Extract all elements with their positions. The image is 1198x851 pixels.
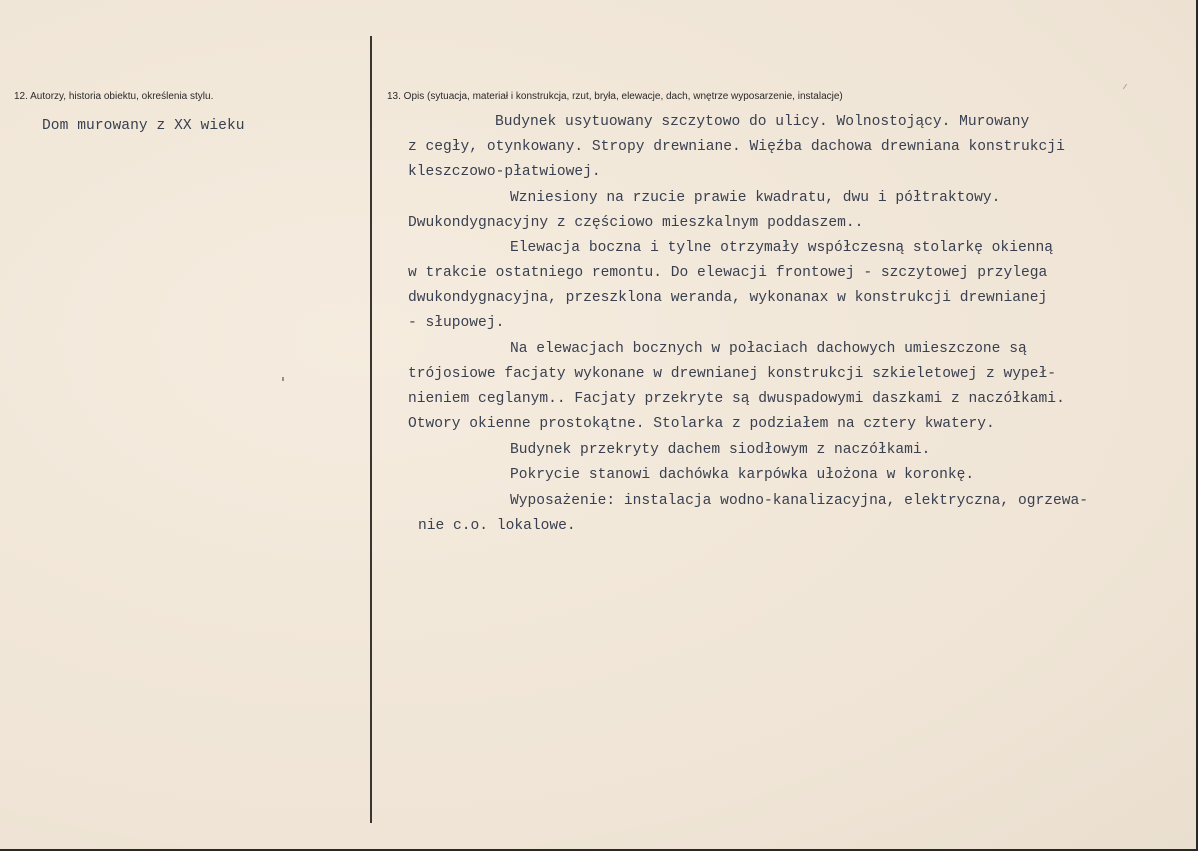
- description-line-17: nie c.o. lokalowe.: [418, 518, 576, 534]
- description-line-7: w trakcie ostatniego remontu. Do elewacji frontowej - szczytowej przylega: [408, 265, 1048, 281]
- description-line-4: Wzniesiony na rzucie prawie kwadratu, dwu i półtraktowy.: [510, 190, 1001, 206]
- description-line-5: Dwukondygnacyjny z częściowo mieszkalnym poddaszem..: [408, 215, 864, 231]
- description-line-10: Na elewacjach bocznych w połaciach dachowych umieszczone są: [510, 341, 1027, 357]
- field-12-heading: 12. Autorzy, historia obiektu, określenia stylu.: [14, 91, 214, 102]
- description-line-13: Otwory okienne prostokątne. Stolarka z podziałem na cztery kwatery.: [408, 416, 995, 432]
- description-line-8: dwukondygnacyjna, przeszklona weranda, wykonanax w konstrukcji drewnianej: [408, 290, 1048, 306]
- field-12-text: Dom murowany z XX wieku: [42, 118, 245, 134]
- description-line-6: Elewacja boczna i tylne otrzymały współczesną stolarkę okienną: [510, 240, 1053, 256]
- description-line-11: trójosiowe facjaty wykonane w drewnianej konstrukcji szkieletowej z wypeł-: [408, 366, 1057, 382]
- description-line-9: - słupowej.: [408, 315, 505, 331]
- description-line-1: Budynek usytuowany szczytowo do ulicy. Wolnostojący. Murowany: [495, 114, 1030, 130]
- description-line-12: nieniem ceglanym.. Facjaty przekryte są dwuspadowymi daszkami z naczółkami.: [408, 391, 1065, 407]
- description-line-14: Budynek przekryty dachem siodłowym z naczółkami.: [510, 442, 931, 458]
- pencil-tick: [1123, 84, 1127, 89]
- paper-speck: [282, 377, 284, 381]
- description-line-2: z cegły, otynkowany. Stropy drewniane. Więźba dachowa drewniana konstrukcji: [408, 139, 1065, 155]
- description-line-16: Wyposażenie: instalacja wodno-kanalizacyjna, elektryczna, ogrzewa-: [510, 493, 1089, 509]
- description-line-3: kleszczowo-płatwiowej.: [408, 164, 601, 180]
- description-line-15: Pokrycie stanowi dachówka karpówka ułożona w koronkę.: [510, 467, 975, 483]
- column-divider: [370, 36, 372, 823]
- field-13-heading: 13. Opis (sytuacja, materiał i konstrukcja, rzut, bryła, elewacje, dach, wnętrze wyposarzenie, instalacje): [387, 91, 843, 102]
